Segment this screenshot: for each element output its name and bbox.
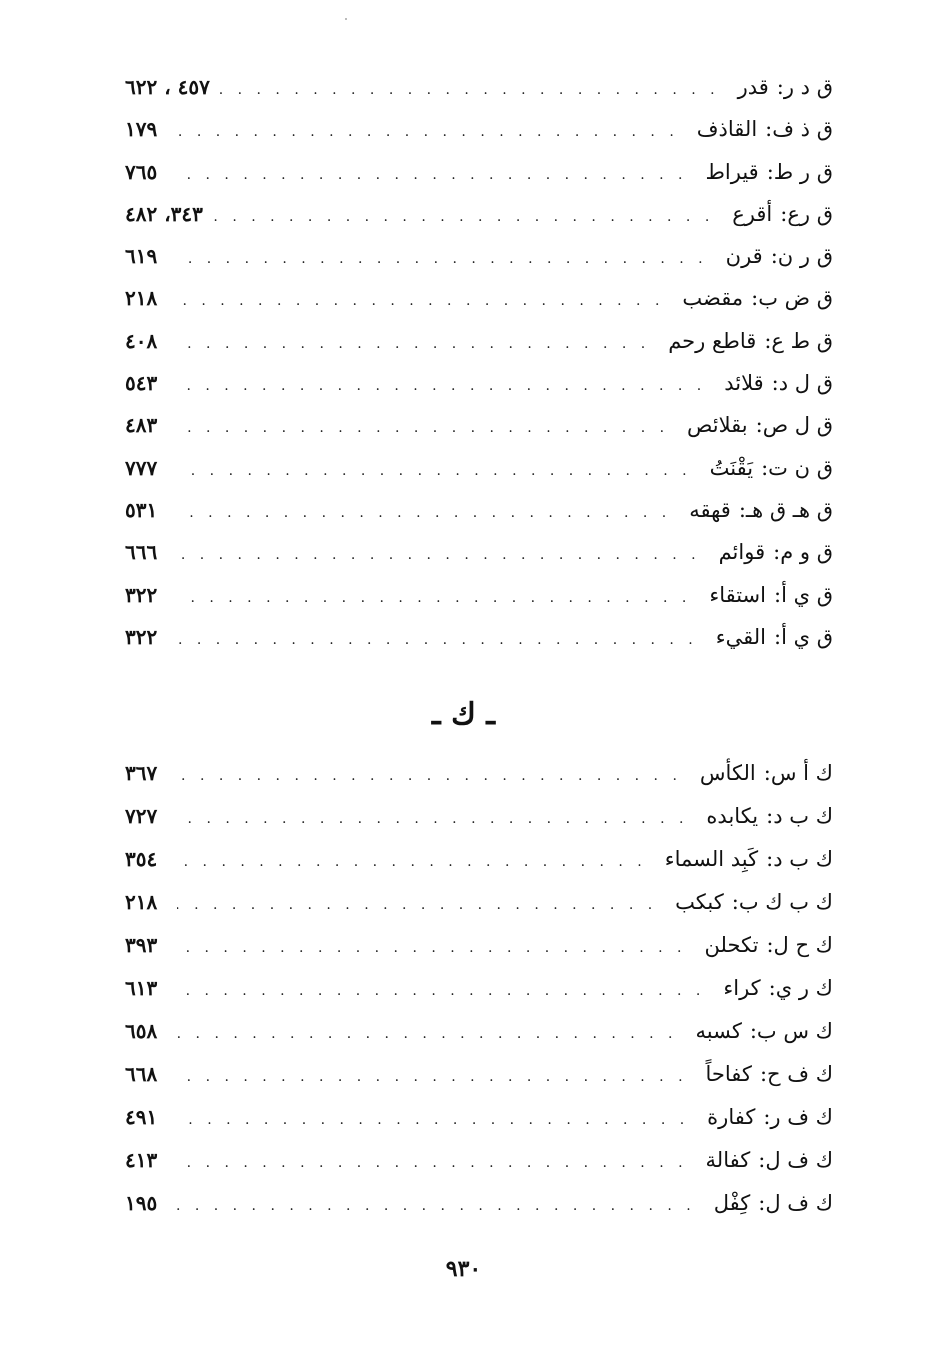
entry-pages: ٢١٨: [125, 286, 158, 311]
entry-separator: :: [738, 497, 746, 522]
index-entry: [125, 924, 833, 967]
entry-separator: :: [773, 540, 781, 565]
entry-separator: :: [755, 413, 763, 438]
entry-separator: :: [749, 1019, 757, 1043]
entry-pages: ٥٣١: [125, 497, 158, 522]
dot-leader: [218, 69, 720, 111]
entry-pages: ٣٤٣، ٤٨٢: [125, 201, 203, 226]
entry-word: قاطع رحم: [668, 328, 757, 353]
entry-separator: :: [776, 75, 784, 99]
entry-word: القيء: [715, 624, 766, 649]
entry-root: ق ر ن: [777, 244, 833, 269]
entry-root: ق ل د: [778, 371, 833, 396]
dot-leader: [177, 798, 688, 841]
dot-leader: [177, 577, 691, 619]
dot-leader: [177, 534, 701, 576]
index-section-qaf: [125, 66, 833, 658]
entry-separator: :: [758, 1191, 766, 1215]
entry-root: ك ب ك ب: [738, 890, 833, 914]
index-entry: [125, 795, 833, 838]
entry-pages: ٣٢٢: [125, 624, 158, 649]
entry-pages: ٦٦٦: [125, 540, 158, 565]
entry-pages: ١٧٩: [125, 117, 158, 142]
dot-leader: [177, 927, 687, 970]
entry-root: ك ر ي: [775, 976, 833, 1000]
entry-root: ك ح ل: [773, 933, 833, 957]
entry-pages: ٤١٣: [125, 1148, 158, 1172]
entry-word: يَقْنَتُ: [709, 455, 754, 480]
entry-separator: :: [768, 976, 776, 1000]
entry-separator: :: [770, 244, 778, 269]
entry-root: ك ف ح: [767, 1062, 833, 1086]
index-entry: [125, 881, 833, 924]
entry-pages: ٦٥٨: [125, 1019, 158, 1043]
index-entry: [125, 616, 833, 658]
entry-pages: ٣٩٣: [125, 933, 158, 957]
entry-root: ق رع: [787, 201, 833, 226]
entry-pages: ٣٦٧: [125, 761, 158, 785]
index-entry: [125, 574, 833, 616]
entry-word: أقرع: [732, 201, 773, 226]
entry-separator: :: [758, 1148, 766, 1172]
entry-separator: :: [766, 933, 774, 957]
entry-separator: :: [763, 761, 771, 785]
entry-separator: :: [759, 1062, 768, 1086]
entry-root: ك ب د: [773, 847, 833, 871]
entry-word: يكابده: [706, 804, 759, 828]
entry-word: قهقه: [689, 497, 731, 522]
entry-word: كبكب: [675, 890, 724, 914]
entry-pages: ٤٥٧ ، ٦٢٢: [125, 75, 210, 99]
dot-leader: [177, 111, 679, 153]
entry-separator: :: [765, 117, 773, 142]
index-entry: [125, 1139, 833, 1182]
entry-word: قرن: [725, 244, 763, 269]
entry-root: ق ل ص: [762, 413, 833, 438]
entry-word: كِفْل: [713, 1191, 751, 1215]
page-number: ٩٣٠: [445, 1256, 482, 1282]
entry-pages: ٣٥٤: [125, 847, 158, 871]
entry-separator: :: [751, 286, 759, 311]
letter-heading: ـ ك ـ: [431, 697, 496, 732]
dot-leader: [177, 755, 682, 798]
entry-word: قلائد: [724, 371, 764, 396]
dot-leader: [177, 619, 698, 661]
entry-word: مقضب: [682, 286, 744, 311]
entry-pages: ٢١٨: [125, 890, 158, 914]
index-entry: [125, 967, 833, 1010]
entry-root: ق د ر: [783, 75, 833, 99]
dot-leader: [177, 1142, 688, 1185]
entry-separator: :: [731, 890, 739, 914]
index-entry: [125, 1182, 833, 1225]
entry-root: ك س ب: [756, 1019, 833, 1043]
entry-pages: ٣٢٢: [125, 582, 158, 607]
index-entry: [125, 1053, 833, 1096]
entry-pages: ٦١٣: [125, 976, 158, 1000]
entry-word: بقلائص: [687, 413, 748, 438]
entry-root: ك ف ل: [765, 1148, 833, 1172]
entry-pages: ٤٨٣: [125, 413, 158, 438]
dot-leader: [177, 154, 687, 196]
dot-leader: [211, 196, 714, 238]
entry-pages: ٦٦٨: [125, 1062, 158, 1086]
entry-root: ق ي أ: [781, 624, 833, 649]
dot-leader: [177, 1013, 678, 1056]
entry-word: كراء: [723, 976, 761, 1000]
index-entry: [125, 193, 833, 235]
dot-leader: [177, 450, 692, 492]
dot-leader: [177, 280, 664, 322]
index-entry: [125, 362, 833, 404]
entry-separator: :: [763, 1105, 771, 1129]
dot-leader: [177, 1185, 696, 1228]
index-section-kaf: [125, 752, 833, 1225]
entry-root: ق ض ب: [758, 286, 833, 311]
entry-pages: ٥٤٣: [125, 371, 158, 396]
entry-word: القاذف: [696, 117, 758, 142]
dot-leader: [177, 1056, 688, 1099]
dot-leader: [177, 492, 671, 534]
entry-pages: ٦١٩: [125, 244, 158, 269]
entry-word: كفالة: [705, 1148, 751, 1172]
entry-separator: :: [780, 201, 788, 226]
dot-leader: [177, 365, 706, 407]
entry-separator: :: [766, 159, 774, 184]
entry-word: كَبِد السماء: [664, 847, 759, 871]
entry-separator: :: [774, 624, 782, 649]
entry-root: ق ط ع: [771, 328, 833, 353]
index-entry: [125, 752, 833, 795]
index-entry: [125, 277, 833, 319]
entry-root: ق ن ت: [768, 455, 833, 480]
entry-root: ق هـ ق هـ: [745, 497, 833, 522]
entry-word: الكأس: [699, 761, 756, 785]
entry-root: ك ف ر: [770, 1105, 833, 1129]
entry-separator: :: [766, 847, 774, 871]
entry-root: ق و م: [780, 540, 833, 565]
entry-word: قيراط: [705, 159, 759, 184]
index-entry: [125, 235, 833, 277]
scan-speck: [345, 18, 347, 20]
entry-separator: :: [761, 455, 769, 480]
entry-root: ق ر ط: [773, 159, 833, 184]
index-entry: [125, 151, 833, 193]
entry-separator: :: [766, 804, 774, 828]
index-entry: [125, 404, 833, 446]
index-entry: [125, 447, 833, 489]
entry-separator: :: [764, 328, 772, 353]
entry-pages: ٤٩١: [125, 1105, 158, 1129]
index-entry: [125, 489, 833, 531]
dot-leader: [177, 323, 650, 365]
dot-leader: [177, 1099, 689, 1142]
index-entry: [125, 108, 833, 150]
dot-leader: [177, 970, 705, 1013]
entry-root: ك أ س: [770, 761, 833, 785]
index-entry: [125, 1096, 833, 1139]
entry-pages: ٤٠٨: [125, 328, 158, 353]
index-entry: [125, 66, 833, 108]
entry-pages: ٧٦٥: [125, 159, 158, 184]
index-entry: [125, 320, 833, 362]
entry-separator: :: [771, 371, 779, 396]
entry-root: ك ف ل: [765, 1191, 833, 1215]
entry-pages: ١٩٥: [125, 1191, 158, 1215]
index-entry: [125, 838, 833, 881]
entry-word: استقاء: [709, 582, 766, 607]
dot-leader: [177, 407, 669, 449]
entry-root: ق ي أ: [781, 582, 833, 607]
entry-word: قوائم: [718, 540, 766, 565]
entry-word: كفاحاً: [705, 1062, 752, 1086]
dot-leader: [177, 238, 708, 280]
entry-pages: ٧٢٧: [125, 804, 158, 828]
entry-separator: :: [774, 582, 782, 607]
entry-pages: ٧٧٧: [125, 455, 158, 480]
index-entry: [125, 1010, 833, 1053]
entry-root: ك ب د: [773, 804, 833, 828]
dot-leader: [177, 841, 647, 884]
entry-root: ق ذ ف: [772, 117, 833, 142]
index-entry: [125, 531, 833, 573]
entry-word: تكحلن: [704, 933, 759, 957]
dot-leader: [177, 884, 657, 927]
entry-word: كسبه: [695, 1019, 742, 1043]
entry-word: كفارة: [707, 1105, 756, 1129]
entry-word: قدر: [737, 75, 769, 99]
